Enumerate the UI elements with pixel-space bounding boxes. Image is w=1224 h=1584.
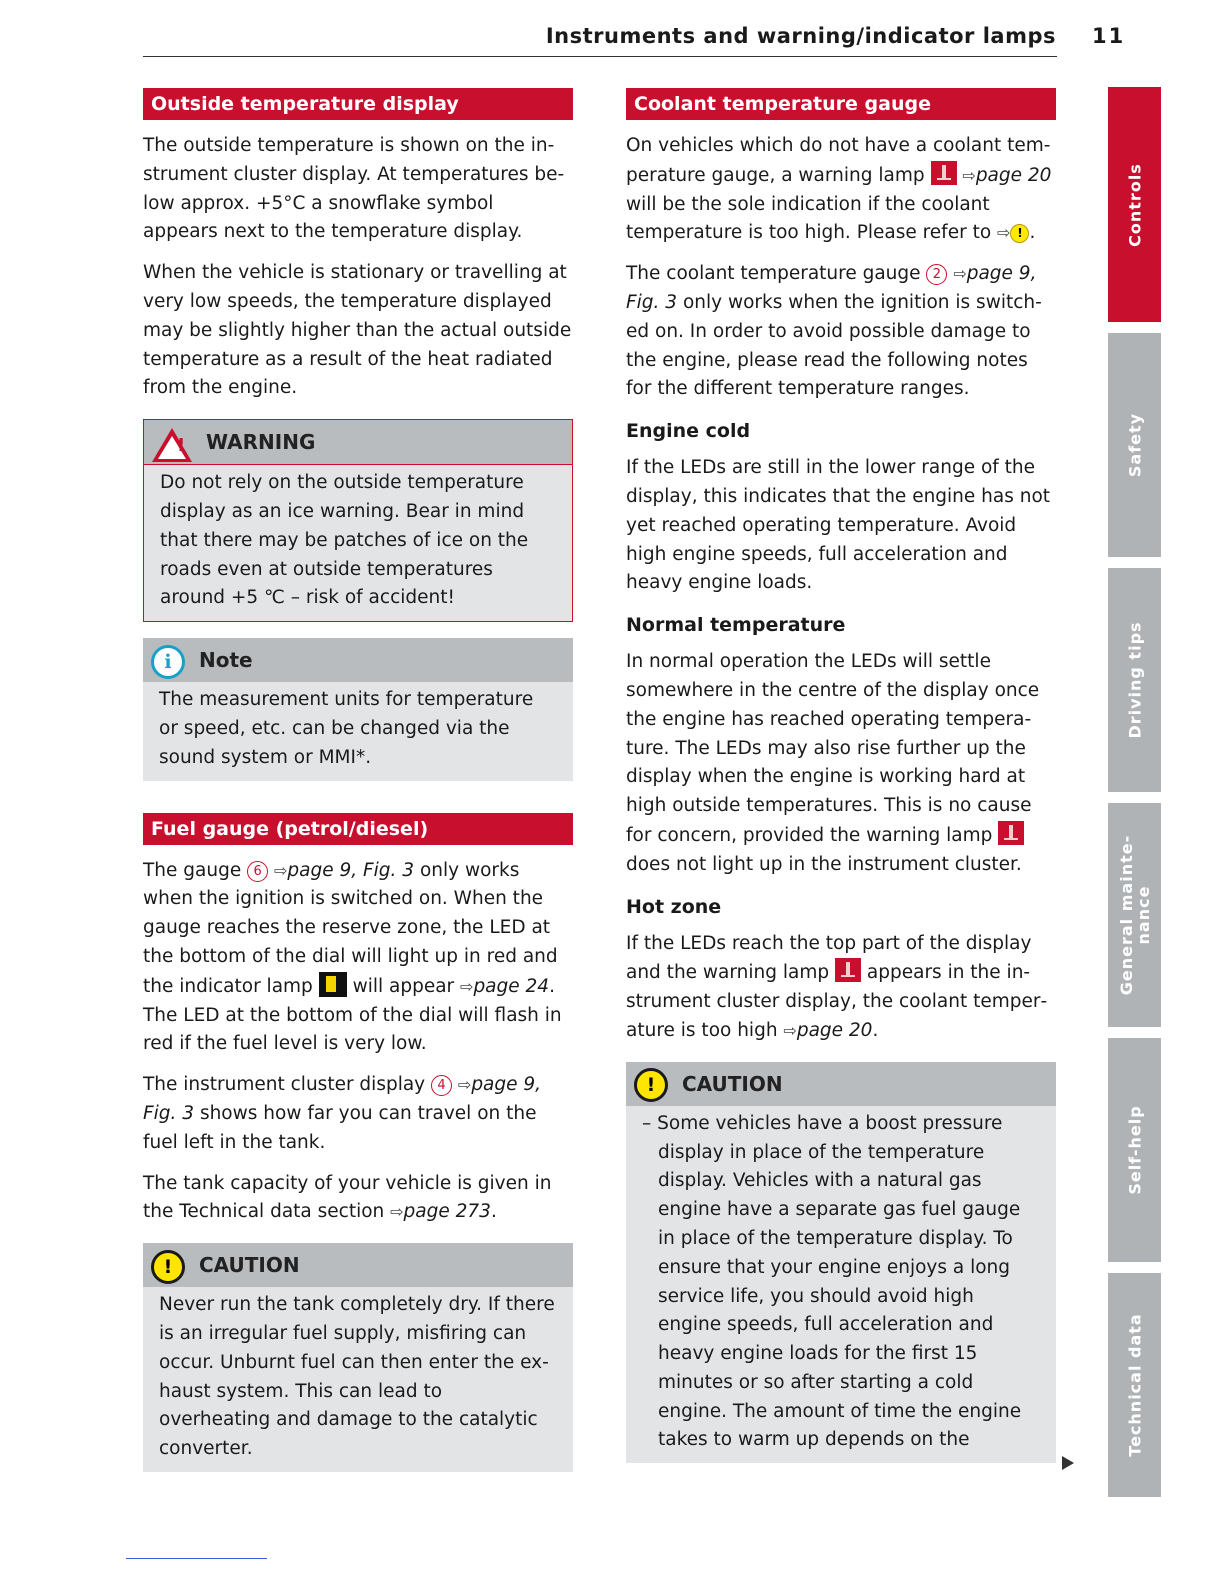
tab-self-help[interactable] xyxy=(1108,1038,1161,1262)
callout-4: 4 xyxy=(431,1075,452,1096)
tab-technical-data[interactable] xyxy=(1108,1273,1161,1497)
tab-safety[interactable] xyxy=(1108,333,1161,557)
section-heading-fuel-gauge: Fuel gauge (petrol/diesel) xyxy=(143,813,573,845)
tab-general-maintenance[interactable] xyxy=(1108,803,1161,1027)
page-number: 11 xyxy=(1092,24,1126,48)
caution-header xyxy=(626,1062,1056,1106)
caution-box-fuel xyxy=(143,1243,573,1472)
right-column xyxy=(626,88,1056,1479)
tab-label: Self-help xyxy=(1125,1105,1144,1195)
caution-icon: ! xyxy=(151,1250,185,1284)
continued-arrow-icon xyxy=(1062,1456,1074,1470)
subheading-normal-temperature: Normal temperature xyxy=(626,614,846,637)
fuel-paragraph-3: The tank capacity of your vehicle is given in the Technical data section ⇨page 273. xyxy=(143,1172,552,1223)
warning-triangle-icon: ! xyxy=(152,422,192,466)
coolant-warning-lamp-icon xyxy=(998,821,1024,845)
page-reference-link[interactable]: page 273 xyxy=(403,1201,491,1223)
coolant-paragraph-1: On vehicles which do not have a coolant temperature gauge, a warning lamp ⇨page 20 will be the sole indication if the coolant temperature is too high. Please refer to ⇨ ! . xyxy=(626,135,1052,244)
warning-title: WARNING xyxy=(206,430,316,455)
note-title: Note xyxy=(199,648,253,673)
callout-6: 6 xyxy=(247,861,268,882)
tab-label: Driving tips xyxy=(1125,621,1144,739)
caution-reference-icon[interactable]: ! xyxy=(1010,224,1029,243)
caution-box-coolant xyxy=(626,1062,1056,1464)
caution-icon: ! xyxy=(634,1068,668,1102)
page-reference-link[interactable]: page 9, Fig. 3 xyxy=(143,1074,542,1124)
running-header-title: Instruments and warning/indicator lamps xyxy=(545,24,1056,48)
tab-label: Controls xyxy=(1125,162,1144,247)
caution-header xyxy=(143,1243,573,1287)
normal-temp-text: In normal operation the LEDs will settle somewhere in the centre of the display once the engine has reached operating temperature. The LEDs may also rise further up the display when the engine is working hard at high outside temperatures. This is no cause for concern, provided the warning lamp does not light up in the instrument cluster. xyxy=(626,651,1040,875)
coolant-warning-lamp-icon xyxy=(835,958,861,982)
outside-temp-paragraph-2: When the vehicle is stationary or travelling at very low speeds, the temperature displayed may be slightly higher than the actual outside temperature as a result of the heat radiated from the engine. xyxy=(143,262,572,399)
note-header xyxy=(143,638,573,682)
caution-list-item: – Some vehicles have a boost pressure display in place of the temperature display. Vehicles with a natural gas engine have a separate gas fuel gauge in place of the temperature display. To ensure that your engine enjoys a long service life, you should avoid high engine speeds, full acceleration and heavy engine loads for the first 15 minutes or so after starting a cold engine. The amount of time the engine takes to warm up depends on the xyxy=(642,1112,1022,1451)
caution-title: CAUTION xyxy=(199,1253,300,1278)
page-reference-link[interactable]: page 9, Fig. 3 xyxy=(287,859,415,881)
subheading-hot-zone: Hot zone xyxy=(626,895,722,918)
info-icon: i xyxy=(151,645,185,679)
warning-header xyxy=(144,420,572,465)
fuel-lamp-icon xyxy=(319,972,347,997)
footer-link-rule xyxy=(126,1558,267,1559)
section-heading-coolant: Coolant temperature gauge xyxy=(626,88,1056,120)
engine-cold-text: If the LEDs are still in the lower range of the display, this indicates that the engine has not yet reached operating temperature. Avoid high engine speeds, full acceleration and heavy engine loads. xyxy=(626,457,1051,594)
tab-label: Technical data xyxy=(1125,1313,1144,1457)
caution-list xyxy=(626,1106,1056,1464)
hot-zone-text: If the LEDs reach the top part of the display and the warning lamp appears in the instrument cluster display, the coolant temperature is too high ⇨page 20. xyxy=(626,932,1048,1041)
tab-label: General mainte- nance xyxy=(1116,834,1153,996)
header-divider xyxy=(143,56,1057,57)
section-heading-outside-temperature: Outside temperature display xyxy=(143,88,573,120)
callout-2: 2 xyxy=(926,264,947,285)
warning-text: Do not rely on the outside temperature display as an ice warning. Bear in mind that there may be patches of ice on the roads even at outside temperatures around +5 ℃ – risk of accident! xyxy=(144,465,572,621)
outside-temp-paragraph-1: The outside temperature is shown on the instrument cluster display. At temperatures below approx. +5°C a snowflake symbol appears next to the temperature display. xyxy=(143,135,565,243)
page-reference-link[interactable]: page 20 xyxy=(796,1019,873,1041)
fuel-paragraph-1: The gauge 6 ⇨page 9, Fig. 3 only works when the ignition is switched on. When the gauge reaches the reserve zone, the LED at the bottom of the dial will light up in red and the indicator lamp will appear ⇨page 24. The LED at the bottom of the dial will flash in red if the fuel level is very low. xyxy=(143,859,562,1055)
caution-text: Never run the tank completely dry. If there is an irregular fuel supply, misfiring can occur. Unburnt fuel can then enter the exhaust system. This can lead to overheating and damage to the catalytic converter. xyxy=(143,1287,573,1472)
page-reference-link[interactable]: page 20 xyxy=(975,164,1052,186)
subheading-engine-cold: Engine cold xyxy=(626,420,751,443)
page-reference-link[interactable]: page 9, Fig. 3 xyxy=(626,263,1037,313)
left-column xyxy=(143,88,573,1488)
note-box xyxy=(143,638,573,780)
coolant-paragraph-2: The coolant temperature gauge 2 ⇨page 9, Fig. 3 only works when the ignition is switched on. In order to avoid possible damage to the engine, please read the following notes for the different temperature ranges. xyxy=(626,263,1042,400)
page-reference-link[interactable]: page 24 xyxy=(473,975,550,997)
warning-box xyxy=(143,419,573,622)
tab-controls[interactable] xyxy=(1108,87,1161,322)
tab-label: Safety xyxy=(1125,412,1144,478)
tab-driving-tips[interactable] xyxy=(1108,568,1161,792)
note-text: The measurement units for temperature or speed, etc. can be changed via the sound system or MMI*. xyxy=(143,682,573,780)
caution-title: CAUTION xyxy=(682,1071,783,1096)
coolant-warning-lamp-icon xyxy=(931,161,957,185)
fuel-paragraph-2: The instrument cluster display 4 ⇨page 9, Fig. 3 shows how far you can travel on the fuel left in the tank. xyxy=(143,1074,542,1153)
